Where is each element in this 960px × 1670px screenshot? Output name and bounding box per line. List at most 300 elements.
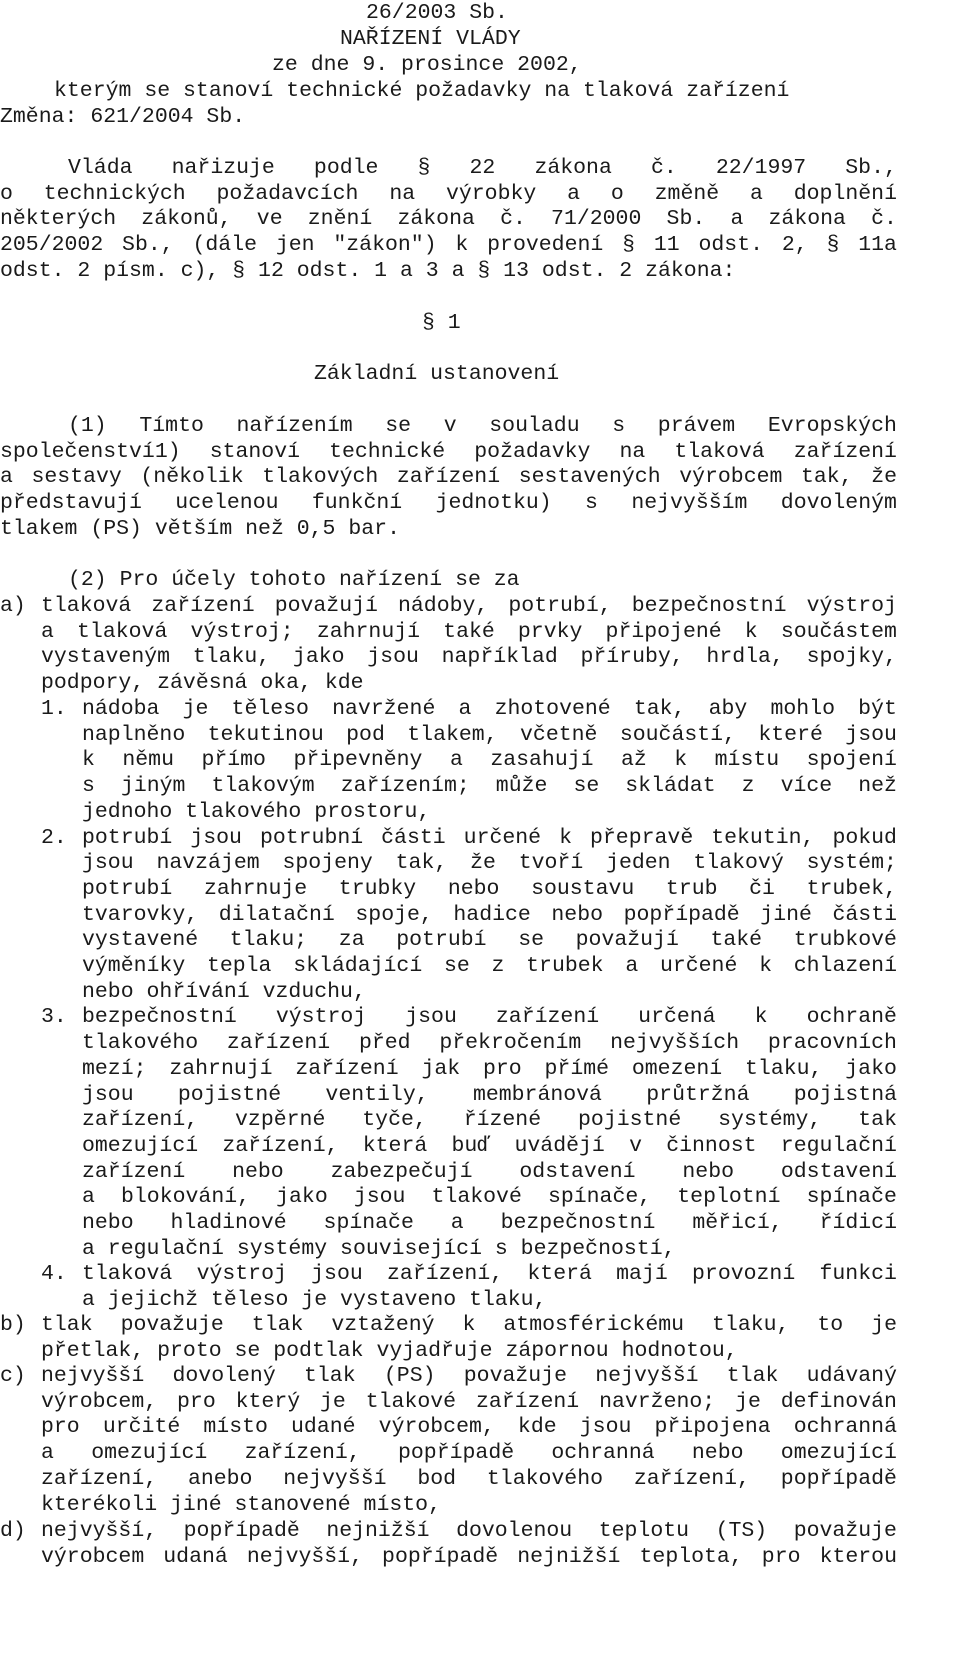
word: Sb., [845, 156, 897, 180]
word: právem [657, 414, 736, 438]
word: spoje, [355, 902, 433, 927]
word: dovolenou [456, 1519, 573, 1543]
list-d-line [41, 1544, 897, 1571]
word: pro [41, 1415, 80, 1440]
word: § [826, 233, 840, 258]
word: zařízení, [82, 1108, 199, 1133]
word: teplotu [598, 1519, 690, 1543]
word: může [495, 774, 548, 799]
word: zařízení [396, 465, 501, 490]
word: skládající [293, 954, 423, 978]
word: bezpečnostní [500, 1211, 656, 1235]
word: to [817, 1313, 844, 1337]
word: k [759, 954, 773, 978]
word: nádoba [82, 697, 160, 721]
word: 205/2002 [0, 233, 104, 258]
word: s [82, 774, 95, 799]
list-item-number-2: 2. [41, 825, 67, 850]
word: Vláda [68, 156, 133, 180]
word: (TS) [715, 1519, 768, 1543]
word: k [462, 1313, 476, 1337]
word: jsou [353, 1185, 406, 1210]
word: zhotovené [494, 697, 611, 721]
word: Sb. [666, 207, 706, 232]
word: tepla [206, 954, 272, 978]
word: č. [871, 207, 897, 232]
paragraph-1-line: tlakem (PS) větším než 0,5 bar. [0, 516, 400, 541]
word: blokování, [121, 1185, 251, 1210]
word: (PS) [383, 1364, 436, 1388]
word: určité [102, 1415, 181, 1440]
word: anebo [187, 1466, 253, 1491]
word: kde [517, 1415, 557, 1440]
word: části [381, 825, 446, 850]
word: funkční [311, 491, 403, 516]
word: ochranná [551, 1441, 655, 1466]
word: zařízení [475, 1389, 580, 1414]
list-item-3-line [82, 1082, 897, 1109]
word: popřípadě [183, 1519, 300, 1543]
list-item-3-line: a regulační systémy související s bezpečností, [82, 1236, 676, 1261]
paragraph-2-intro: (2) Pro účely tohoto nařízení se za [68, 568, 520, 592]
word: dovoleným [780, 491, 897, 516]
word: technických [43, 181, 186, 206]
word: 22/1997 [715, 156, 807, 180]
word: trubek, [806, 876, 897, 901]
word: je [735, 1389, 761, 1414]
word: součástem [780, 619, 897, 644]
word: jako [292, 645, 345, 670]
word: místo [203, 1415, 268, 1440]
preamble-line [0, 206, 897, 233]
list-a-line [41, 644, 897, 671]
word: zařízení, [244, 1441, 361, 1466]
word: zahrnují [316, 619, 421, 644]
word: že [871, 465, 897, 490]
word: které [758, 722, 823, 747]
list-item-2-line [82, 825, 897, 852]
word: nebo [691, 1441, 744, 1466]
word: připojena [654, 1415, 771, 1440]
word: výrobcem, [378, 1415, 495, 1440]
word: tlakové [365, 1389, 457, 1414]
word: bezpečnostní [82, 1005, 237, 1030]
word: vystaveným [41, 645, 171, 670]
word: řídicí [819, 1211, 897, 1235]
preamble-line [0, 232, 897, 259]
word: nejvyšším [631, 491, 748, 516]
list-c-line [41, 1466, 897, 1493]
word: němu [122, 748, 174, 773]
word: jsou [82, 851, 134, 876]
word: před [358, 1031, 411, 1056]
word: jednotku) [435, 491, 552, 516]
word: tlak [726, 1364, 779, 1388]
word: zahrnuje [203, 876, 308, 901]
word: na [389, 181, 416, 206]
word: navzájem [156, 851, 260, 876]
word: požadavcích [216, 181, 359, 206]
word: provedení [487, 233, 604, 258]
word: změně [654, 181, 720, 206]
word: je [320, 1389, 346, 1414]
word: překročením [439, 1031, 582, 1056]
word: § [417, 156, 431, 180]
word: a [567, 181, 581, 206]
word: výstroj [196, 1262, 287, 1287]
word: jsou [82, 1082, 134, 1107]
word: zahrnují [169, 1056, 273, 1081]
word: která [362, 1133, 428, 1158]
list-c-line [41, 1389, 897, 1416]
word: z [491, 954, 505, 978]
word: nejnižší [517, 1544, 621, 1569]
word: zařízením; [340, 774, 470, 799]
word: zařízení [226, 1031, 331, 1056]
word: ventily, [325, 1082, 429, 1107]
word: tlakového [486, 1466, 604, 1491]
word: zařízení, [633, 1466, 750, 1491]
word: popřípadě [623, 902, 740, 927]
word: a [82, 1185, 95, 1210]
word: hadice [453, 902, 531, 927]
list-marker-b: b) [0, 1313, 26, 1337]
word: jako [845, 1056, 897, 1081]
regulation-subject: kterým se stanoví technické požadavky na tlaková zařízení [54, 79, 790, 103]
word: tlaku, [192, 645, 271, 670]
word: a [625, 954, 639, 978]
word: nejvyšší, [41, 1519, 158, 1543]
word: jiné [760, 902, 812, 927]
word: která [527, 1262, 592, 1287]
word: zákonů, [141, 207, 232, 232]
word: prvky [517, 619, 583, 644]
list-item-number-4: 4. [41, 1262, 67, 1287]
list-a-line: podpory, závěsná oka, kde [41, 671, 364, 696]
word: stanoví [209, 439, 301, 464]
word: a [449, 748, 463, 773]
list-a-line [41, 619, 897, 646]
word: činnost [666, 1133, 757, 1158]
word: tlakovým [211, 774, 315, 799]
word: tekutin, [711, 825, 815, 850]
word: nařízením [236, 414, 353, 438]
word: že [470, 851, 496, 876]
word: některých [0, 207, 117, 232]
word: považuje [793, 1519, 897, 1543]
word: tlaku, [712, 1313, 790, 1337]
word: v [443, 414, 457, 438]
word: Evropských [767, 414, 897, 438]
word: k [744, 619, 758, 644]
word: popřípadě [780, 1466, 897, 1491]
word: "zákon") [333, 233, 437, 258]
word: výrobcem [41, 1544, 145, 1569]
word: odst. [698, 233, 763, 258]
word: spínače, [547, 1185, 652, 1210]
word: potrubí [82, 876, 173, 901]
word: pojistné [578, 1108, 682, 1133]
word: jsou [845, 722, 897, 747]
word: zabezpečují [330, 1159, 473, 1184]
word: a [0, 465, 13, 490]
list-a-line [41, 593, 897, 620]
word: zařízení [295, 1056, 399, 1081]
word: spínače [323, 1211, 414, 1235]
amendment-note: Změna: 621/2004 Sb. [0, 105, 246, 129]
word: a [458, 697, 472, 721]
word: podle [313, 156, 379, 180]
word: včetně [520, 722, 598, 747]
word: tlaková [77, 619, 168, 644]
word: také [443, 619, 495, 644]
word: (dále [192, 233, 257, 258]
word: membránová [472, 1082, 602, 1107]
word: Tímto [139, 414, 204, 438]
word: nebo [82, 1211, 134, 1235]
list-item-1-line [82, 722, 897, 749]
word: jsou [579, 1415, 632, 1440]
word: výrobky [445, 181, 537, 206]
word: považuje [120, 1313, 224, 1337]
word: aby [708, 697, 748, 721]
word: průtržná [646, 1082, 750, 1107]
word: tlakové [431, 1185, 522, 1210]
word: než [858, 774, 897, 799]
word: považují [274, 594, 378, 618]
word: tekutinou [207, 722, 324, 747]
list-item-3-line [82, 1133, 897, 1160]
word: omezující [91, 1441, 208, 1466]
word: hrdla, [706, 645, 784, 670]
word: příruby, [580, 645, 684, 670]
word: zařízení, [222, 1133, 339, 1158]
list-item-2-line: nebo ohřívání vzduchu, [82, 979, 366, 1004]
word: se [443, 954, 470, 978]
word: tlaková [41, 594, 132, 618]
word: nejnižší [326, 1519, 430, 1543]
word: připojené [605, 619, 722, 644]
word: řízené [463, 1108, 542, 1133]
word: je [182, 697, 209, 721]
word: a [41, 619, 54, 644]
word: jiným [120, 774, 186, 799]
word: za [338, 928, 365, 953]
list-item-1-line [82, 747, 897, 774]
paragraph-1-line [0, 490, 897, 517]
word: teplota, [639, 1544, 743, 1569]
word: zařízení [793, 439, 897, 464]
list-c-line: kterékoli jiné stanovené místo, [41, 1492, 441, 1517]
list-item-number-3: 3. [41, 1005, 67, 1030]
list-b-line: přetlak, proto se podtlak vyjadřuje zápornou hodnotou, [41, 1338, 738, 1363]
word: popřípadě [398, 1441, 515, 1466]
word: jsou [311, 1262, 363, 1287]
word: k [674, 748, 688, 773]
list-b-line [41, 1312, 897, 1339]
word: nejvyšší [283, 1466, 387, 1491]
word: mají [616, 1262, 668, 1287]
list-item-3-line [82, 1210, 897, 1237]
word: trub [665, 876, 718, 901]
word: zákona [397, 207, 475, 232]
word: místu [714, 748, 780, 773]
word: pracovních [767, 1031, 897, 1056]
word: výstroj [275, 1005, 367, 1030]
list-c-line [41, 1440, 897, 1467]
word: se [518, 928, 544, 953]
word: hladinové [170, 1211, 287, 1235]
word: navrženo; [599, 1389, 716, 1414]
word: se [385, 414, 412, 438]
word: pokud [832, 825, 897, 850]
list-marker-a: a) [0, 594, 26, 618]
issue-date: ze dne 9. prosince 2002, [272, 53, 582, 77]
section-number: § 1 [422, 311, 461, 335]
word: výrobcem [679, 465, 783, 490]
word: tlakem, [407, 722, 498, 747]
list-d-line [41, 1518, 897, 1545]
word: například [441, 645, 558, 670]
word: zařízení [82, 1159, 186, 1184]
word: (1) [68, 414, 107, 438]
word: soustavu [531, 876, 635, 901]
word: nebo [551, 902, 604, 927]
word: v [629, 1133, 642, 1158]
list-item-1-line [82, 696, 897, 723]
word: ucelenou [175, 491, 279, 516]
word: tlaku, [745, 1056, 823, 1081]
word: omezující [780, 1441, 897, 1466]
word: potrubní [259, 825, 364, 850]
preamble-line [0, 181, 897, 208]
word: spojení [806, 748, 897, 773]
word: bezpečnostní [631, 594, 787, 618]
word: naplněno [82, 722, 186, 747]
word: § [622, 233, 636, 258]
word: funkci [819, 1262, 897, 1287]
word: a [450, 1211, 464, 1235]
word: zákona [534, 156, 612, 180]
word: tlak [251, 1313, 304, 1337]
word: zasahují [490, 748, 594, 773]
word: skládat [625, 774, 716, 799]
word: tlak [41, 1313, 93, 1337]
word: nebo [447, 876, 500, 901]
list-c-line [41, 1363, 897, 1390]
word: a [730, 207, 744, 232]
word: znění [307, 207, 373, 232]
word: vzpěrné [235, 1108, 326, 1133]
word: navržené [332, 697, 436, 721]
word: pro [482, 1056, 522, 1081]
word: nařizuje [171, 156, 275, 180]
paragraph-1-line [0, 464, 897, 491]
list-item-2-line [82, 927, 897, 954]
word: části [832, 902, 897, 927]
word: systémy, [718, 1108, 822, 1133]
word: technické [329, 439, 446, 464]
word: Sb., [122, 233, 174, 258]
list-c-line [41, 1414, 897, 1441]
word: mezí; [82, 1056, 147, 1081]
word: dovolený [172, 1364, 276, 1388]
word: těleso [231, 697, 309, 721]
word: 11 [653, 233, 680, 258]
word: tlaková [674, 439, 765, 464]
word: tlakových [262, 465, 379, 490]
word: 22 [469, 156, 496, 180]
word: zařízení, [387, 1262, 504, 1287]
word: teplotní [677, 1185, 781, 1210]
word: o [610, 181, 624, 206]
word: tlaková [82, 1262, 173, 1287]
word: doplnění [793, 181, 897, 206]
list-marker-c: c) [0, 1364, 26, 1388]
list-item-2-line [82, 876, 897, 903]
word: s [585, 491, 598, 516]
word: nebo [682, 1159, 734, 1184]
word: udávaný [806, 1364, 897, 1388]
word: na [619, 439, 646, 464]
word: vystavené [82, 928, 199, 953]
word: přímé [544, 1056, 610, 1081]
word: (několik [140, 465, 244, 490]
word: odstavení [780, 1159, 897, 1184]
document-type-heading: NAŘÍZENÍ VLÁDY [340, 27, 521, 51]
word: je [871, 1313, 897, 1337]
word: o [0, 181, 13, 206]
word: připevněny [293, 748, 423, 773]
word: více [780, 774, 833, 799]
word: jak [421, 1056, 461, 1081]
list-marker-d: d) [0, 1519, 26, 1543]
word: až [621, 748, 647, 773]
word: jako [276, 1185, 328, 1210]
word: představují [0, 491, 142, 516]
word: spojky, [806, 645, 897, 670]
word: tak, [801, 465, 853, 490]
word: regulační [780, 1133, 897, 1158]
word: uvádějí [514, 1133, 605, 1158]
list-item-3-line [82, 1056, 897, 1083]
preamble-line [68, 155, 897, 182]
word: bod [417, 1466, 457, 1491]
word: určená [638, 1005, 716, 1030]
word: tlak [304, 1364, 356, 1388]
word: tvoří [518, 851, 584, 876]
word: tlaku; [229, 928, 308, 953]
word: dilatační [218, 902, 335, 927]
list-item-3-line [82, 1004, 897, 1031]
word: přepravě [590, 825, 694, 850]
section-title: Základní ustanovení [314, 362, 560, 386]
word: jsou [367, 645, 419, 670]
word: spínače [806, 1185, 897, 1210]
word: tak, [633, 697, 686, 721]
word: jen [275, 233, 315, 258]
word: zařízení, [41, 1466, 158, 1491]
word: nejvyšší [41, 1364, 145, 1388]
word: tlakový [693, 851, 784, 876]
word: omezující [82, 1133, 199, 1158]
list-item-2-line [82, 953, 897, 980]
word: pojistné [177, 1082, 282, 1107]
list-item-3-line [82, 1159, 897, 1186]
word: mohlo [770, 697, 835, 721]
word: považují [575, 928, 679, 953]
list-item-number-1: 1. [41, 697, 67, 721]
